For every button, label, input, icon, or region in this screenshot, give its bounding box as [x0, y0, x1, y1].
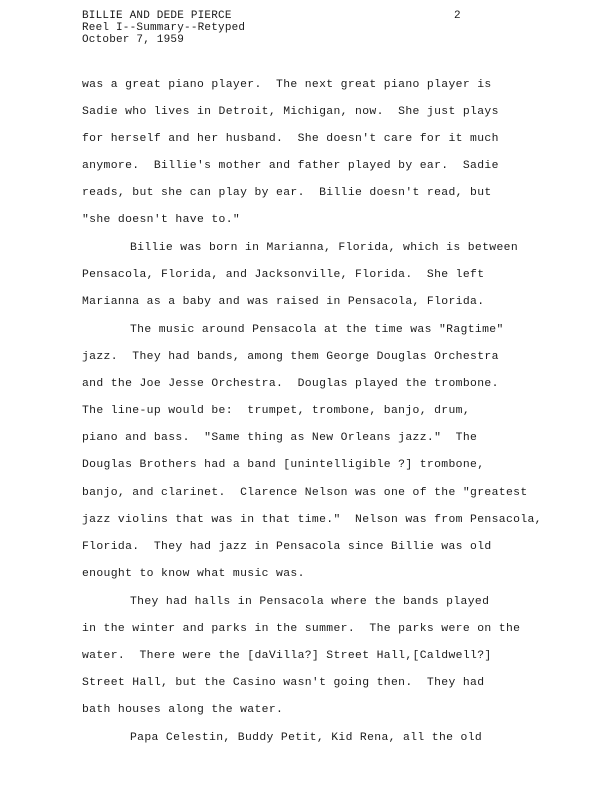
- paragraph-start-line: Billie was born in Marianna, Florida, which is between: [130, 242, 519, 254]
- text-line: The line-up would be: trumpet, trombone, banjo, drum,: [82, 405, 471, 417]
- text-line: water. There were the [daVilla?] Street Hall,[Caldwell?]: [82, 650, 492, 662]
- text-line: Marianna as a baby and was raised in Pensacola, Florida.: [82, 296, 485, 308]
- text-line: and the Joe Jesse Orchestra. Douglas played the trombone.: [82, 378, 499, 390]
- text-line: Sadie who lives in Detroit, Michigan, now. She just plays: [82, 106, 499, 118]
- text-line: Street Hall, but the Casino wasn't going then. They had: [82, 677, 485, 689]
- text-line: piano and bass. "Same thing as New Orleans jazz." The: [82, 432, 478, 444]
- text-line: enought to know what music was.: [82, 568, 305, 580]
- text-line: bath houses along the water.: [82, 704, 284, 716]
- text-line: jazz violins that was in that time." Nelson was from Pensacola,: [82, 514, 542, 526]
- text-line: Douglas Brothers had a band [unintelligible ?] trombone,: [82, 459, 485, 471]
- paragraph-start-line: Papa Celestin, Buddy Petit, Kid Rena, all the old: [130, 732, 483, 744]
- text-line: "she doesn't have to.": [82, 214, 241, 226]
- text-line: reads, but she can play by ear. Billie doesn't read, but: [82, 187, 492, 199]
- text-line: Florida. They had jazz in Pensacola since Billie was old: [82, 541, 492, 553]
- text-line: for herself and her husband. She doesn't care for it much: [82, 133, 499, 145]
- paragraph-start-line: They had halls in Pensacola where the bands played: [130, 596, 490, 608]
- header-reel: Reel I--Summary--Retyped: [82, 22, 246, 34]
- text-line: was a great piano player. The next great piano player is: [82, 79, 492, 91]
- text-line: banjo, and clarinet. Clarence Nelson was one of the "greatest: [82, 487, 528, 499]
- paragraph-start-line: The music around Pensacola at the time was "Ragtime": [130, 324, 504, 336]
- text-line: anymore. Billie's mother and father played by ear. Sadie: [82, 160, 499, 172]
- text-line: in the winter and parks in the summer. The parks were on the: [82, 623, 521, 635]
- text-line: jazz. They had bands, among them George Douglas Orchestra: [82, 351, 499, 363]
- document-header: [82, 10, 245, 46]
- header-title: BILLIE AND DEDE PIERCE: [82, 10, 232, 22]
- page-number: 2: [454, 10, 461, 22]
- header-date: October 7, 1959: [82, 34, 185, 46]
- text-line: Pensacola, Florida, and Jacksonville, Florida. She left: [82, 269, 485, 281]
